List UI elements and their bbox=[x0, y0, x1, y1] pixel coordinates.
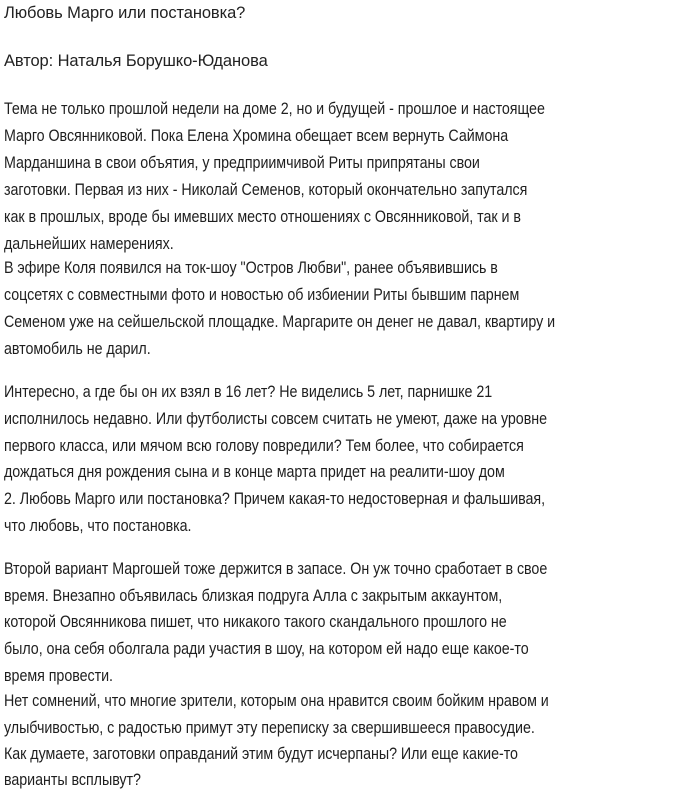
paragraph-line: дождаться дня рождения сына и в конце марта придет на реалити-шоу дом bbox=[4, 462, 505, 481]
paragraph-line: В эфире Коля появился на ток-шоу "Остров Любви", ранее объявившись в bbox=[4, 258, 498, 277]
paragraph-line: время. Внезапно объявилась близкая подруга Алла с закрытым аккаунтом, bbox=[4, 586, 503, 605]
paragraph-line: Интересно, а где бы он их взял в 16 лет? Не виделись 5 лет, парнишке 21 bbox=[4, 382, 493, 401]
paragraph-line: Второй вариант Маргошей тоже держится в запасе. Он уж точно сработает в свое bbox=[4, 559, 548, 578]
paragraph-line: Марго Овсянниковой. Пока Елена Хромина обещает всем вернуть Саймона bbox=[4, 126, 509, 145]
paragraph-line: соцсетях с совместными фото и новостью об избиении Риты бывшим парнем bbox=[4, 285, 520, 304]
paragraph-line: исполнилось недавно. Или футболисты совсем считать не умеют, даже на уровне bbox=[4, 409, 548, 428]
paragraph-line: 2. Любовь Марго или постановка? Причем какая-то недостоверная и фальшивая, bbox=[4, 489, 546, 508]
paragraph-line: время провести. bbox=[4, 666, 113, 685]
paragraph-line: как в прошлых, вроде бы имевших место отношениях с Овсянниковой, так и в bbox=[4, 207, 521, 226]
article-author: Автор: Наталья Борушко-Юданова bbox=[4, 52, 268, 70]
paragraph-line: варианты всплывут? bbox=[4, 770, 141, 789]
article-title: Любовь Марго или постановка? bbox=[4, 4, 246, 22]
paragraph-line: было, она себя оболгала ради участия в шоу, на котором ей надо еще какое-то bbox=[4, 639, 529, 658]
paragraph-line: Марданшина в свои объятия, у предприимчивой Риты припрятаны свои bbox=[4, 153, 480, 172]
paragraph-line: первого класса, или мячом всю голову повредили? Тем более, что собирается bbox=[4, 436, 524, 455]
paragraph-line: Как думаете, заготовки оправданий этим будут исчерпаны? Или еще какие-то bbox=[4, 744, 518, 763]
paragraph-line: автомобиль не дарил. bbox=[4, 339, 151, 358]
paragraph-line: что любовь, что постановка. bbox=[4, 516, 192, 535]
paragraph-line: Семеном уже на сейшельской площадке. Маргарите он денег не давал, квартиру и bbox=[4, 312, 556, 331]
paragraph-line: дальнейших намерениях. bbox=[4, 234, 174, 253]
paragraph-line: Нет сомнений, что многие зрители, которым она нравится своим бойким нравом и bbox=[4, 691, 549, 710]
paragraph-line: Тема не только прошлой недели на доме 2, но и будущей - прошлое и настоящее bbox=[4, 99, 545, 118]
paragraph-line: заготовки. Первая из них - Николай Семенов, который окончательно запутался bbox=[4, 180, 528, 199]
paragraph-line: которой Овсянникова пишет, что никакого такого скандального прошлого не bbox=[4, 612, 507, 631]
paragraph-line: улыбчивостью, с радостью примут эту переписку за свершившееся правосудие. bbox=[4, 718, 535, 737]
